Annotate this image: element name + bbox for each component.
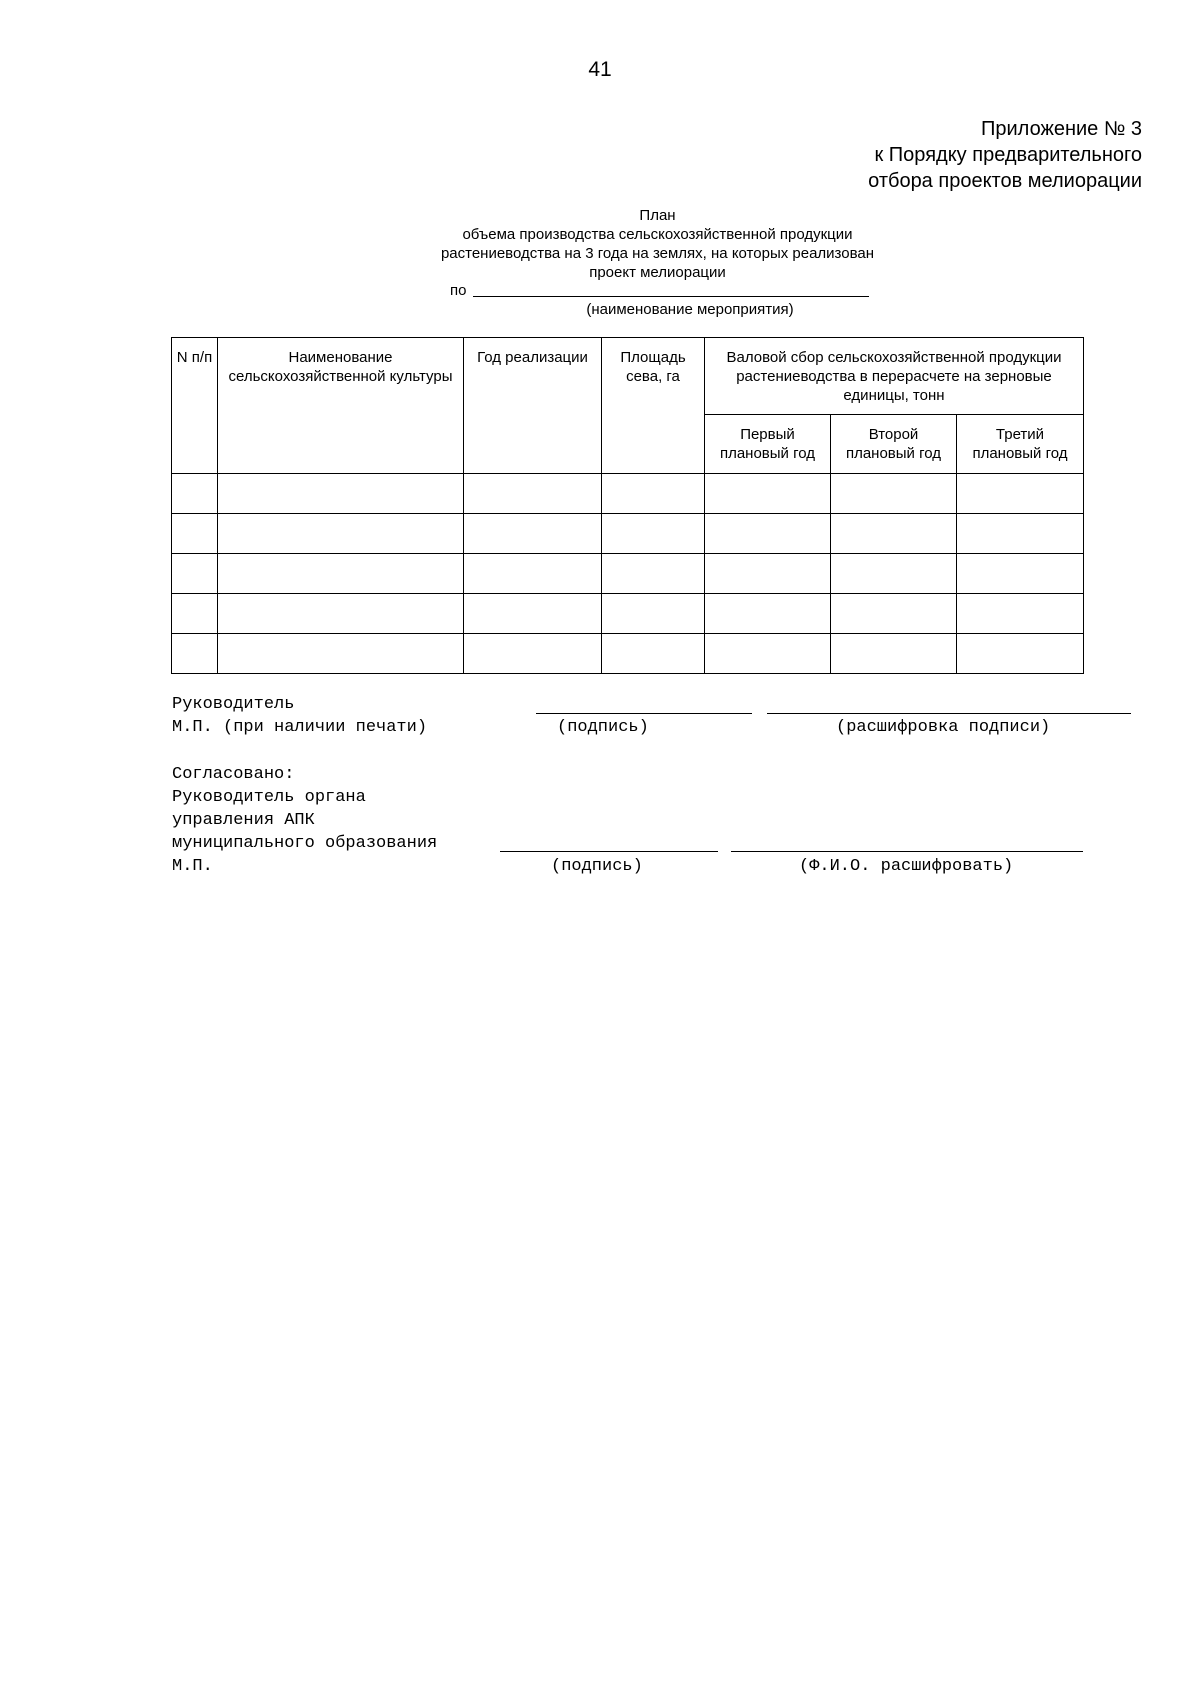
table-cell-third-year[interactable] (957, 634, 1084, 674)
table-cell-area[interactable] (602, 594, 705, 634)
signature-head-decode-hint: (расшифровка подписи) (836, 718, 1051, 737)
approval-fio-hint: (Ф.И.О. расшифровать) (799, 857, 1014, 876)
plan-title-line-3: проект мелиорации (589, 264, 726, 281)
table-cell-area[interactable] (602, 514, 705, 554)
header-num: N п/п (172, 338, 218, 474)
approval-seal: М.П. (172, 857, 213, 876)
table-cell-area[interactable] (602, 474, 705, 514)
approval-line-1: Руководитель органа (172, 788, 366, 807)
table-cell-third-year[interactable] (957, 594, 1084, 634)
table-header-row (172, 338, 1084, 415)
header-year: Год реализации (464, 338, 602, 474)
signature-head-seal: М.П. (при наличии печати) (172, 718, 428, 737)
approval-sign-line[interactable] (500, 851, 718, 852)
header-second-year: Второй плановый год (831, 415, 957, 474)
header-culture: Наименование сельскохозяйственной культуры (218, 338, 464, 474)
approval-fio-line[interactable] (731, 851, 1083, 852)
table-cell-third-year[interactable] (957, 554, 1084, 594)
table-cell-year[interactable] (464, 554, 602, 594)
plan-table (171, 337, 1084, 674)
table-cell-first-year[interactable] (705, 514, 831, 554)
table-cell-first-year[interactable] (705, 474, 831, 514)
table-cell-first-year[interactable] (705, 634, 831, 674)
table-cell-num[interactable] (172, 554, 218, 594)
appendix-line-2: к Порядку предварительного (874, 144, 1142, 166)
table-cell-year[interactable] (464, 474, 602, 514)
table-row (172, 594, 1084, 634)
table-cell-first-year[interactable] (705, 594, 831, 634)
table-cell-year[interactable] (464, 594, 602, 634)
plan-title: План (639, 207, 676, 224)
table-row (172, 634, 1084, 674)
appendix-block (868, 116, 1142, 194)
table-cell-second-year[interactable] (831, 634, 957, 674)
page-number: 41 (588, 58, 612, 81)
header-third-year: Третий плановый год (957, 415, 1084, 474)
table-cell-num[interactable] (172, 514, 218, 554)
header-area: Площадь сева, га (602, 338, 705, 474)
table-cell-third-year[interactable] (957, 514, 1084, 554)
approval-line-2: управления АПК (172, 811, 315, 830)
table-cell-second-year[interactable] (831, 554, 957, 594)
table-cell-culture[interactable] (218, 474, 464, 514)
table-cell-second-year[interactable] (831, 594, 957, 634)
plan-by-fill-line[interactable] (473, 296, 869, 297)
plan-title-line-1: объема производства сельскохозяйственной продукции (462, 226, 853, 243)
appendix-line-1: Приложение № 3 (981, 118, 1142, 140)
signature-head-sign-hint: (подпись) (557, 718, 649, 737)
table-cell-num[interactable] (172, 634, 218, 674)
table-row (172, 474, 1084, 514)
table-cell-culture[interactable] (218, 594, 464, 634)
approval-agreed: Согласовано: (172, 765, 295, 784)
table-cell-num[interactable] (172, 594, 218, 634)
table-body (172, 474, 1084, 674)
table-cell-culture[interactable] (218, 514, 464, 554)
plan-title-block (0, 206, 1200, 282)
table-cell-area[interactable] (602, 554, 705, 594)
table-cell-culture[interactable] (218, 634, 464, 674)
signature-head-title: Руководитель (172, 695, 295, 714)
signature-head-decode-line[interactable] (767, 713, 1131, 714)
table-cell-first-year[interactable] (705, 554, 831, 594)
table-cell-num[interactable] (172, 474, 218, 514)
table-row (172, 554, 1084, 594)
table-cell-culture[interactable] (218, 554, 464, 594)
table-row (172, 514, 1084, 554)
table-cell-second-year[interactable] (831, 514, 957, 554)
plan-title-line-2: растениеводства на 3 года на землях, на которых реализован (440, 245, 875, 262)
table-cell-second-year[interactable] (831, 474, 957, 514)
header-gross-harvest: Валовой сбор сельскохозяйственной продукции растениеводства в перерасчете на зерновые единицы, тонн (705, 338, 1084, 415)
signature-head-sign-line[interactable] (536, 713, 752, 714)
table-cell-area[interactable] (602, 634, 705, 674)
table-cell-third-year[interactable] (957, 474, 1084, 514)
table-cell-year[interactable] (464, 514, 602, 554)
header-first-year: Первый плановый год (705, 415, 831, 474)
plan-by-hint: (наименование мероприятия) (586, 301, 794, 318)
approval-line-3: муниципального образования (172, 834, 438, 853)
table-cell-year[interactable] (464, 634, 602, 674)
plan-by-label: по (450, 282, 467, 299)
appendix-line-3: отбора проектов мелиорации (868, 170, 1142, 192)
approval-sign-hint: (подпись) (551, 857, 643, 876)
